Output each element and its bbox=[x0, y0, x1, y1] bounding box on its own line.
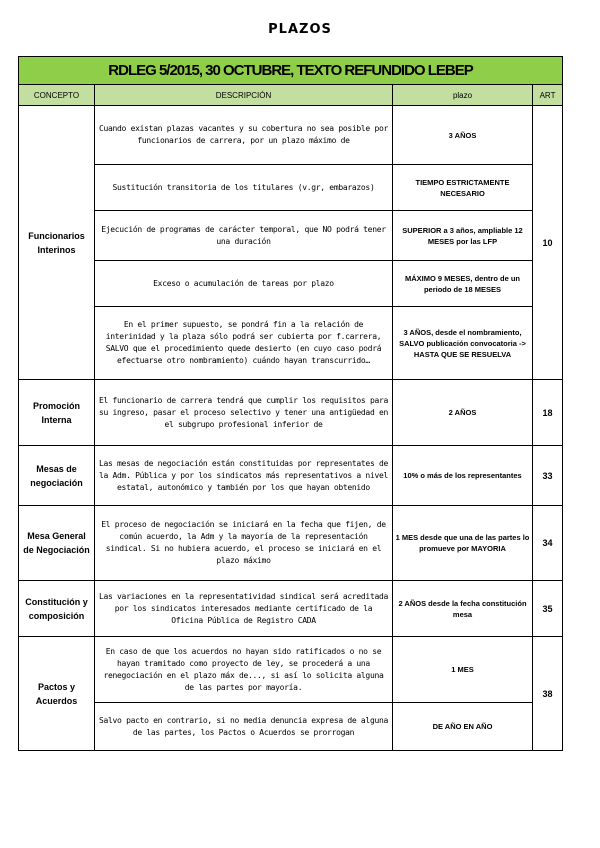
page-title: PLAZOS bbox=[268, 22, 332, 37]
art-cell: 35 bbox=[533, 581, 563, 637]
description-cell: Sustitución transitoria de los titulares (v.gr, embarazos) bbox=[95, 165, 393, 211]
header-plazo: plazo bbox=[393, 85, 533, 106]
description-cell: El proceso de negociación se iniciará en la fecha que fijen, de común acuerdo, la Adm y la mayoría de la representación sindical. Si no hubiera acuerdo, el proceso se iniciará en el plazo máximo bbox=[95, 506, 393, 581]
concept-mesa-general: Mesa General de Negociación bbox=[19, 506, 95, 581]
concept-pactos-acuerdos: Pactos y Acuerdos bbox=[19, 637, 95, 751]
plazo-cell: 10% o más de los representantes bbox=[393, 446, 533, 506]
header-row bbox=[19, 85, 563, 106]
table-row bbox=[19, 211, 563, 261]
concept-mesas-negociacion: Mesas de negociación bbox=[19, 446, 95, 506]
plazo-cell: DE AÑO EN AÑO bbox=[393, 703, 533, 751]
plazo-cell: TIEMPO ESTRICTAMENTE NECESARIO bbox=[393, 165, 533, 211]
plazo-cell: SUPERIOR a 3 años, ampliable 12 MESES por las LFP bbox=[393, 211, 533, 261]
concept-promocion-interna: Promoción Interna bbox=[19, 380, 95, 446]
table-row bbox=[19, 380, 563, 446]
plazo-cell: 2 AÑOS desde la fecha constitución mesa bbox=[393, 581, 533, 637]
table-row bbox=[19, 581, 563, 637]
plazo-cell: 1 MES desde que una de las partes lo promueve por MAYORIA bbox=[393, 506, 533, 581]
header-art: ART bbox=[533, 85, 563, 106]
table-row bbox=[19, 106, 563, 165]
table-row bbox=[19, 307, 563, 380]
table-row bbox=[19, 506, 563, 581]
description-cell: Salvo pacto en contrario, si no media denuncia expresa de alguna de las partes, los Pactos o Acuerdos se prorrogan bbox=[95, 703, 393, 751]
plazos-table bbox=[18, 56, 563, 751]
description-cell: Las mesas de negociación están constituidas por representates de la Adm. Pública y por los sindicatos más representativos a nivel estatal, autonómico y también por los que hayan obtenido bbox=[95, 446, 393, 506]
description-cell: Exceso o acumulación de tareas por plazo bbox=[95, 261, 393, 307]
header-descripcion: DESCRIPCIÓN bbox=[95, 85, 393, 106]
art-cell: 18 bbox=[533, 380, 563, 446]
description-cell: Ejecución de programas de carácter temporal, que NO podrá tener una duración bbox=[95, 211, 393, 261]
description-cell: Las variaciones en la representatividad sindical será acreditada por los sindicatos interesados mediante certificado de la Oficina Pública de Registro CADA bbox=[95, 581, 393, 637]
description-cell: En caso de que los acuerdos no hayan sido ratificados o no se hayan tramitado como proyecto de ley, se procederá a una renegociación en el plazo máx de..., si así lo solicita alguna de las partes por mayoría. bbox=[95, 637, 393, 703]
header-concepto: CONCEPTO bbox=[19, 85, 95, 106]
table-row bbox=[19, 446, 563, 506]
plazo-cell: 3 AÑOS bbox=[393, 106, 533, 165]
art-cell: 34 bbox=[533, 506, 563, 581]
plazo-cell: 1 MES bbox=[393, 637, 533, 703]
table-row bbox=[19, 637, 563, 703]
plazo-cell: 3 AÑOS, desde el nombramiento, SALVO publicación convocatoria -> HASTA QUE SE RESUELVA bbox=[393, 307, 533, 380]
concept-constitucion: Constitución y composición bbox=[19, 581, 95, 637]
table-row bbox=[19, 703, 563, 751]
description-cell: Cuando existan plazas vacantes y su cobertura no sea posible por funcionarios de carrera, por un plazo máximo de bbox=[95, 106, 393, 165]
description-cell: El funcionario de carrera tendrá que cumplir los requisitos para su ingreso, pasar el proceso selectivo y tener una antigüedad en el subgrupo profesional inferior de bbox=[95, 380, 393, 446]
art-cell: 33 bbox=[533, 446, 563, 506]
concept-funcionarios-interinos: Funcionarios Interinos bbox=[19, 106, 95, 380]
table-banner: RDLEG 5/2015, 30 OCTUBRE, TEXTO REFUNDIDO LEBEP bbox=[19, 57, 563, 85]
art-cell: 10 bbox=[533, 106, 563, 380]
plazo-cell: MÁXIMO 9 MESES, dentro de un periodo de 18 MESES bbox=[393, 261, 533, 307]
table-row bbox=[19, 261, 563, 307]
table-row bbox=[19, 165, 563, 211]
plazo-cell: 2 AÑOS bbox=[393, 380, 533, 446]
art-cell: 38 bbox=[533, 637, 563, 751]
description-cell: En el primer supuesto, se pondrá fin a la relación de interinidad y la plaza sólo podrá ser cubierta por f.carrera, SALVO que el procedimiento quede desierto (en cuyo caso podrá efectuarse otro nombramiento) cuándo hayan transcurrido… bbox=[95, 307, 393, 380]
